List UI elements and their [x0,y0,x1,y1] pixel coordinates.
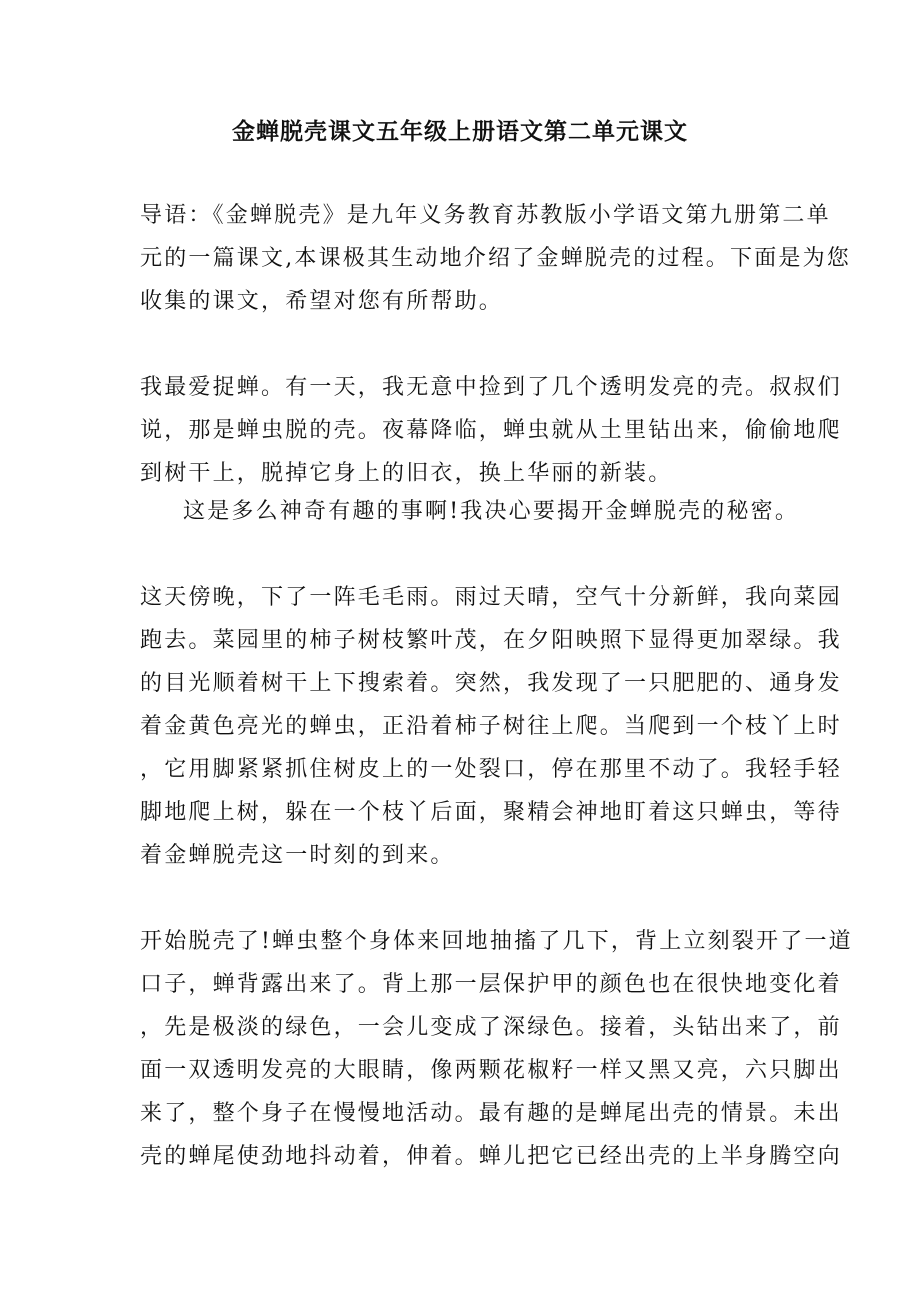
text-line: 来了，整个身子在慢慢地活动。最有趣的是蝉尾出壳的情景。未出 [140,1101,842,1126]
text-line: 着金蝉脱壳这一时刻的到来。 [140,843,455,868]
text-line: 着金黄色亮光的蝉虫，正沿着柿子树往上爬。当爬到一个枝丫上时 [140,714,842,739]
text-line: 面一双透明发亮的大眼睛，像两颗花椒籽一样又黑又亮，六只脚出 [140,1058,842,1083]
text-line: 的目光顺着树干上下搜索着。突然，我发现了一只肥肥的、通身发 [140,671,842,696]
text-line: 到树干上，脱掉它身上的旧衣，换上华丽的新装。 [140,461,673,486]
text-line: 开始脱壳了!蝉虫整个身体来回地抽搐了几下，背上立刻裂开了一道 [140,929,853,954]
text-line: 这是多么神奇有趣的事啊!我决心要揭开金蝉脱壳的秘密。 [183,499,800,524]
text-line: ，先是极淡的绿色，一会儿变成了深绿色。接着，头钻出来了，前 [140,1015,842,1040]
text-line: 跑去。菜园里的柿子树枝繁叶茂，在夕阳映照下显得更加翠绿。我 [140,628,842,653]
text-line: 说，那是蝉虫脱的壳。夜幕降临，蝉虫就从土里钻出来，偷偷地爬 [140,418,842,443]
text-line: 壳的蝉尾使劲地抖动着，伸着。蝉儿把它已经出壳的上半身腾空向 [140,1144,842,1169]
document-title: 金蝉脱壳课文五年级上册语文第二单元课文 [232,118,688,145]
text-line: 这天傍晚，下了一阵毛毛雨。雨过天晴，空气十分新鲜，我向菜园 [140,585,842,610]
text-line: 导语：《金蝉脱壳》是九年义务教育苏教版小学语文第九册第二单 [140,203,831,228]
text-line: 脚地爬上树，躲在一个枝丫后面，聚精会神地盯着这只蝉虫，等待 [140,800,842,825]
text-line: ，它用脚紧紧抓住树皮上的一处裂口，停在那里不动了。我轻手轻 [140,757,842,782]
text-line: 元的一篇课文,本课极其生动地介绍了金蝉脱壳的过程。下面是为您 [140,246,851,271]
text-line: 收集的课文，希望对您有所帮助。 [140,289,504,314]
text-line: 我最爱捉蝉。有一天，我无意中捡到了几个透明发亮的壳。叔叔们 [140,375,842,400]
text-line: 口子，蝉背露出来了。背上那一层保护甲的颜色也在很快地变化着 [140,972,842,997]
